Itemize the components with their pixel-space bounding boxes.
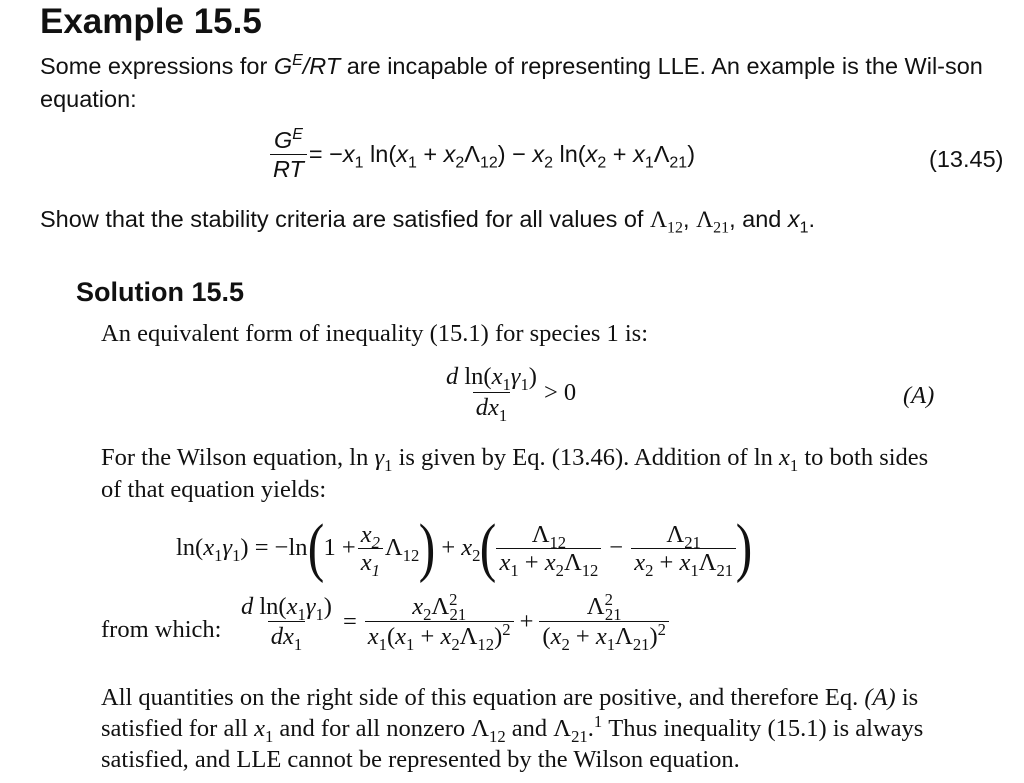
intro-text-rest: are incapable of representing LLE. An example is the Wil-son equation: [40, 53, 983, 112]
equation-rhs: = $-x_1$ $\ln(x_1 + x_2\Lambda_{12}) - x_2$ $\ln(x_2 + x_1\Lambda_{21})$ [308, 141, 696, 172]
ge-symbol: $G^E/RT$ [273, 52, 341, 79]
derivative-fraction: $\frac{d \ln(x_1\gamma_1)}{dx_1}$ [446, 363, 537, 425]
ge-rt-fraction: $\frac{G^E}{RT}$ [270, 126, 307, 183]
equation-label-A: (A) [903, 382, 935, 409]
intro-text-part: Some expressions for [40, 53, 268, 79]
solution-text-1: An equivalent form of inequality (15.1) for species 1 is: [101, 320, 649, 347]
equation-13-45 [270, 126, 695, 183]
example-intro-text [40, 50, 1005, 116]
solution-text-2: For the Wilson equation, $\ln \gamma_1$ is given by Eq. (13.46). Addition of $\ln x_1$ to both sides of that equation yields: [101, 444, 929, 503]
footnote-marker[interactable]: 1 [593, 711, 603, 731]
show-statement: Show that the stability criteria are satisfied for all values of $\Lambda_{12}$, $\Lambda_{21}$, and $x_1$. [40, 206, 816, 237]
ln-x-gamma-equation: $\ln(x_1\gamma_1) = -\ln$ ( 1 + $\frac{x_2}{x_1}$ $\Lambda_{12}$ ) + $x_2$ ( $\frac{\Lambda_{12}}{x_1 + x_2\Lambda_{12}}$ − $\frac{\Lambda_{21}}{x_2 + x_1\Lambda_{21}}$ ) [176, 511, 753, 584]
equation-number: (13.45) [929, 146, 1004, 172]
example-title: Example 15.5 [40, 2, 262, 41]
from-which-label: from which: [101, 616, 222, 643]
equation-A: $\frac{d \ln(x_1\gamma_1)}{dx_1}$ > 0 [443, 362, 576, 423]
solution-title: Solution 15.5 [76, 277, 245, 307]
derivative-equation: $\frac{d \ln(x_1\gamma_1)}{dx_1}$ = $\frac{x_2\Lambda^2_{21}}{x_1(x_1 + x_2\Lambda_{12})^2}$ + $\frac{\Lambda^2_{21}}{(x_2 + x_1\Lambda_{21})^2}$ [238, 592, 669, 651]
solution-conclusion: All quantities on the right side of this equation are positive, and therefore Eq. (A) is satisfied for all $x_1$ and for all nonzero $\Lambda_{12}$ and $\Lambda_{21}.^1$ Thus inequality (15.1) is always satisfied, and LLE cannot be represented by the Wilson equation. [101, 684, 924, 773]
